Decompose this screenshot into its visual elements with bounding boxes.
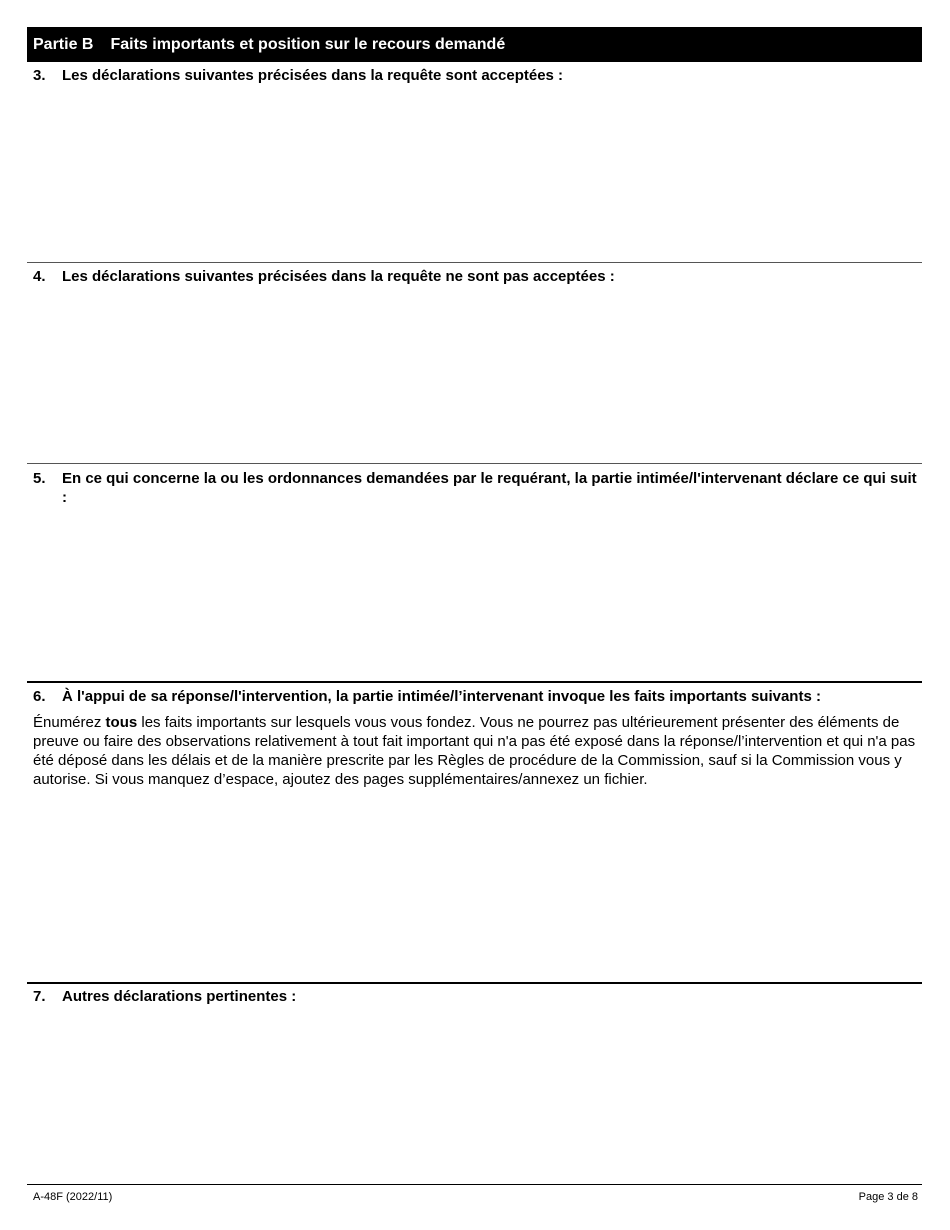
question-3 xyxy=(27,66,922,85)
footer-divider xyxy=(27,1184,922,1185)
question-number: 6. xyxy=(33,688,46,705)
answer-field-7[interactable] xyxy=(27,1012,922,1182)
form-id: A-48F (2022/11) xyxy=(33,1191,113,1203)
question-number: 5. xyxy=(33,470,46,487)
question-6 xyxy=(27,687,922,789)
question-6-instructions: Énumérez tous les faits importants sur lesquels vous vous fondez. Vous ne pourrez pas ultérieurement présenter des éléments de preuve ou faire des observations relativement à tout fait important qui n'a pas été exposé dans la réponse/l’intervention et qui n'a pas été déposé dans les délais et de la manière prescrite par les Règles de procédure de la Commission, sauf si la Commission vous y autorise. Si vous manquez d’espace, ajoutez des pages supplémentaires/annexez un fichier. xyxy=(33,714,916,788)
divider xyxy=(27,463,922,464)
question-label: Les déclarations suivantes précisées dans la requête sont acceptées : xyxy=(62,67,564,84)
divider xyxy=(27,982,922,984)
part-title: Faits importants et position sur le recours demandé xyxy=(110,35,506,53)
question-label: Les déclarations suivantes précisées dans la requête ne sont pas acceptées : xyxy=(62,268,615,285)
part-b-header xyxy=(27,27,922,62)
question-5 xyxy=(27,469,922,507)
question-number: 7. xyxy=(33,988,46,1005)
page-number: Page 3 de 8 xyxy=(858,1191,918,1203)
answer-field-3[interactable] xyxy=(27,90,922,260)
divider xyxy=(27,262,922,263)
emphasis: tous xyxy=(105,714,138,731)
question-4 xyxy=(27,267,922,286)
question-7 xyxy=(27,987,922,1006)
answer-field-6[interactable] xyxy=(27,795,922,980)
answer-field-4[interactable] xyxy=(27,291,922,461)
divider xyxy=(27,681,922,683)
part-label: Partie B xyxy=(33,35,94,53)
answer-field-5[interactable] xyxy=(27,510,922,678)
question-label: En ce qui concerne la ou les ordonnances demandées par le requérant, la partie intimée/l'intervenant déclare ce qui suit : xyxy=(62,470,917,506)
question-number: 3. xyxy=(33,67,46,84)
question-label: Autres déclarations pertinentes : xyxy=(62,988,297,1005)
question-label: À l'appui de sa réponse/l'intervention, la partie intimée/l’intervenant invoque les faits importants suivants : xyxy=(62,688,821,705)
question-number: 4. xyxy=(33,268,46,285)
